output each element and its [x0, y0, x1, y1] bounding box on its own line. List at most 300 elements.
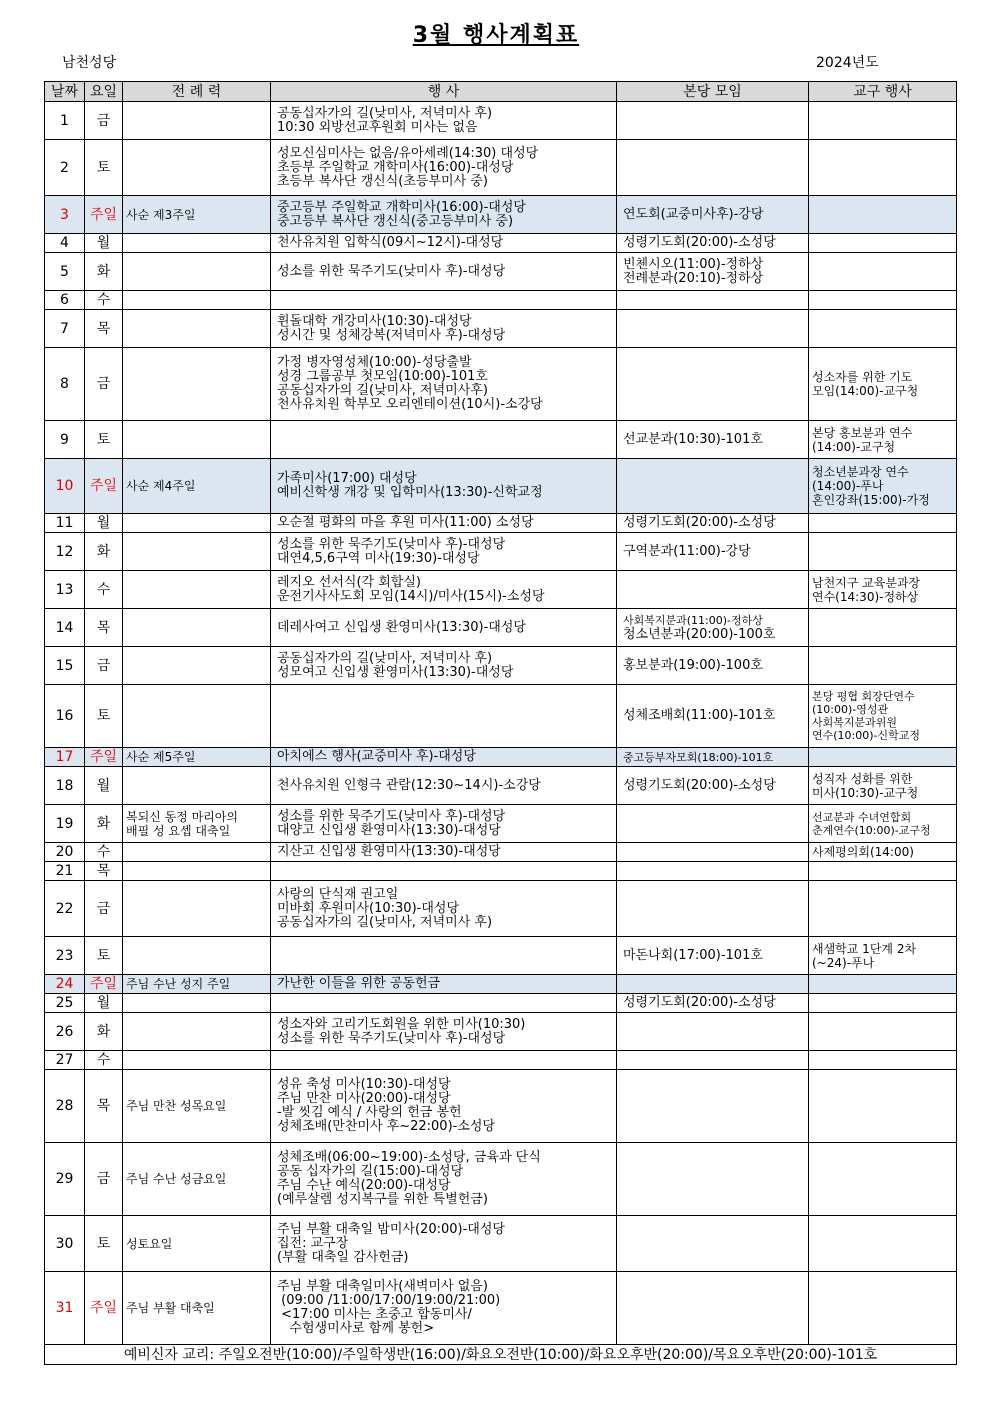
table-row — [45, 685, 957, 748]
events-cell-line: (09:00 /11:00/17:00/19:00/21:00) — [277, 1293, 501, 1308]
events-cell-line: 가정 병자영성체(10:00)-성당출발 — [277, 355, 472, 370]
parish-meeting-cell-line: 선교분과(10:30)-101호 — [623, 431, 763, 447]
events-cell-line: 공동십자가의 길(낮미사, 저녁미사후) — [277, 383, 488, 398]
liturgy-cell — [123, 421, 271, 459]
col-header-events: 행 사 — [271, 82, 617, 102]
diocese-event-cell — [809, 1216, 957, 1272]
events-cell-line: 운전기사사도회 모임(14시)/미사(15시)-소성당 — [277, 588, 545, 604]
date-cell: 10 — [45, 459, 85, 514]
weekday-cell: 토 — [85, 1216, 123, 1272]
liturgy-cell-line: 주님 수난 성지 주일 — [126, 977, 231, 991]
date-cell: 17 — [45, 748, 85, 767]
date-cell: 25 — [45, 994, 85, 1013]
events-cell — [271, 1143, 617, 1216]
parish-meeting-cell — [617, 805, 809, 843]
weekday-cell: 토 — [85, 140, 123, 196]
date-cell: 16 — [45, 685, 85, 748]
weekday-cell: 월 — [85, 514, 123, 533]
diocese-event-cell — [809, 767, 957, 805]
diocese-event-cell — [809, 140, 957, 196]
events-cell — [271, 862, 617, 881]
parish-name: 남천성당 — [62, 55, 117, 71]
events-cell-line: 10:30 외방선교후원회 미사는 없음 — [277, 119, 478, 135]
events-cell-line: 예비신학생 개강 및 입학미사(13:30)-신학교정 — [277, 485, 543, 500]
events-cell — [271, 1216, 617, 1272]
liturgy-cell — [123, 647, 271, 685]
table-row — [45, 459, 957, 514]
liturgy-cell — [123, 571, 271, 609]
events-cell — [271, 234, 617, 253]
liturgy-cell-line: 주님 부활 대축일 — [126, 1301, 215, 1315]
table-row — [45, 571, 957, 609]
events-cell-line: 주님 부활 대축일 밤미사(20:00)-대성당 — [277, 1221, 505, 1237]
table-row — [45, 310, 957, 348]
diocese-event-cell-line: 성소자를 위한 기도 — [812, 370, 913, 384]
parish-meeting-cell-line: 성체조배회(11:00)-101호 — [623, 708, 776, 723]
weekday-cell: 토 — [85, 937, 123, 975]
events-cell-line: 천사유치원 입학식(09시~12시)-대성당 — [277, 235, 504, 250]
liturgy-cell — [123, 459, 271, 514]
diocese-event-cell — [809, 421, 957, 459]
parish-meeting-cell — [617, 140, 809, 196]
catechumen-schedule: 예비신자 교리: 주일오전반(10:00)/주일학생반(16:00)/화요오전반(10:00)/화요오후반(20:00)/목요오후반(20:00)-101호 — [45, 1345, 957, 1365]
events-cell — [271, 196, 617, 234]
liturgy-cell — [123, 102, 271, 140]
diocese-event-cell-line: (14:00)-교구청 — [812, 439, 896, 454]
table-row — [45, 1013, 957, 1051]
liturgy-cell-line: 배필 성 요셉 대축일 — [126, 823, 231, 838]
table-row — [45, 862, 957, 881]
diocese-event-cell-line: 연수(10:00)-신학교정 — [812, 729, 921, 742]
events-cell — [271, 291, 617, 310]
diocese-event-cell — [809, 1051, 957, 1070]
table-row — [45, 1051, 957, 1070]
weekday-cell: 금 — [85, 1143, 123, 1216]
parish-meeting-cell — [617, 609, 809, 647]
events-cell-line: 대양고 신입생 환영미사(13:30)-대성당 — [277, 822, 501, 838]
events-cell-line: 주님 수난 예식(20:00)-대성당 — [277, 1178, 451, 1193]
liturgy-cell — [123, 253, 271, 291]
liturgy-cell — [123, 881, 271, 937]
liturgy-cell — [123, 140, 271, 196]
events-cell-line: 휜돌대학 개강미사(10:30)-대성당 — [277, 313, 472, 329]
table-row — [45, 1143, 957, 1216]
events-cell-line: 천사유치원 인형극 관람(12:30~14시)-소강당 — [277, 777, 541, 793]
liturgy-cell — [123, 862, 271, 881]
liturgy-cell — [123, 609, 271, 647]
parish-meeting-cell — [617, 1272, 809, 1345]
table-row — [45, 291, 957, 310]
table-row — [45, 1070, 957, 1143]
diocese-event-cell-line: 남천지구 교육분과장 — [812, 575, 921, 590]
parish-meeting-cell — [617, 647, 809, 685]
events-cell-line: (부활 대축일 감사헌금) — [277, 1249, 409, 1265]
parish-meeting-cell — [617, 291, 809, 310]
year-label: 2024년도 — [816, 55, 879, 71]
parish-meeting-cell-line: 마돈나회(17:00)-101호 — [623, 947, 763, 963]
col-header-date: 날짜 — [45, 82, 85, 102]
table-row — [45, 805, 957, 843]
parish-meeting-cell — [617, 685, 809, 748]
weekday-cell: 금 — [85, 881, 123, 937]
events-cell — [271, 533, 617, 571]
table-row — [45, 234, 957, 253]
col-header-parish-meetings: 본당 모임 — [617, 82, 809, 102]
diocese-event-cell-line: 혼인강좌(15:00)-가정 — [812, 493, 930, 507]
events-cell-line: 성소를 위한 묵주기도(낮미사 후)-대성당 — [277, 1030, 506, 1046]
diocese-event-cell — [809, 291, 957, 310]
events-cell-line: 지산고 신입생 환영미사(13:30)-대성당 — [277, 844, 501, 859]
table-row — [45, 767, 957, 805]
diocese-event-cell-line: 춘계연수(10:00)-교구청 — [812, 823, 931, 837]
diocese-event-cell-line: 성직자 성화를 위한 — [812, 771, 913, 786]
parish-meeting-cell — [617, 1013, 809, 1051]
date-cell: 2 — [45, 140, 85, 196]
weekday-cell: 토 — [85, 685, 123, 748]
liturgy-cell-line: 복되신 동정 마리아의 — [126, 809, 238, 824]
parish-meeting-cell-line: 성령기도회(20:00)-소성당 — [623, 777, 776, 793]
diocese-event-cell-line: 청소년분과장 연수 — [812, 465, 909, 479]
date-cell: 31 — [45, 1272, 85, 1345]
diocese-event-cell-line: 새샘학교 1단계 2차 — [812, 941, 917, 956]
events-cell-line: 성모여고 신입생 환영미사(13:30)-대성당 — [277, 664, 514, 680]
events-cell — [271, 647, 617, 685]
liturgy-cell — [123, 994, 271, 1013]
weekday-cell: 금 — [85, 102, 123, 140]
diocese-event-cell-line: (~24)-푸나 — [812, 955, 875, 970]
parish-meeting-cell — [617, 196, 809, 234]
events-cell — [271, 1272, 617, 1345]
schedule-table — [44, 81, 957, 1365]
diocese-event-cell — [809, 1143, 957, 1216]
parish-meeting-cell-line: 청소년분과(20:00)-100호 — [623, 626, 776, 642]
events-cell-line: 오순절 평화의 마을 후원 미사(11:00) 소성당 — [277, 515, 534, 530]
table-row — [45, 881, 957, 937]
diocese-event-cell — [809, 609, 957, 647]
table-row — [45, 609, 957, 647]
date-cell: 27 — [45, 1051, 85, 1070]
table-row — [45, 994, 957, 1013]
liturgy-cell — [123, 805, 271, 843]
events-cell-line: 성소를 위한 묵주기도(낮미사 후)-대성당 — [277, 536, 506, 552]
diocese-event-cell — [809, 234, 957, 253]
liturgy-cell — [123, 1272, 271, 1345]
date-cell: 15 — [45, 647, 85, 685]
date-cell: 20 — [45, 843, 85, 862]
table-row — [45, 140, 957, 196]
table-row — [45, 843, 957, 862]
events-cell — [271, 1051, 617, 1070]
weekday-cell: 주일 — [85, 1272, 123, 1345]
diocese-event-cell — [809, 937, 957, 975]
weekday-cell: 토 — [85, 421, 123, 459]
weekday-cell: 주일 — [85, 748, 123, 767]
parish-meeting-cell — [617, 843, 809, 862]
diocese-event-cell — [809, 685, 957, 748]
date-cell: 4 — [45, 234, 85, 253]
events-cell — [271, 514, 617, 533]
liturgy-cell — [123, 1216, 271, 1272]
liturgy-cell — [123, 1070, 271, 1143]
events-cell-line: 가난한 이들을 위한 공동헌금 — [277, 976, 441, 991]
date-cell: 21 — [45, 862, 85, 881]
diocese-event-cell-line: 사회복지분과위원 — [812, 716, 898, 729]
liturgy-cell — [123, 234, 271, 253]
date-cell: 30 — [45, 1216, 85, 1272]
date-cell: 24 — [45, 975, 85, 994]
diocese-event-cell — [809, 881, 957, 937]
table-row — [45, 975, 957, 994]
col-header-liturgy: 전 례 력 — [123, 82, 271, 102]
footer-row — [45, 1345, 957, 1365]
events-cell — [271, 140, 617, 196]
parish-meeting-cell — [617, 533, 809, 571]
diocese-event-cell-line: (10:00)-영성관 — [812, 703, 889, 716]
weekday-cell: 주일 — [85, 459, 123, 514]
events-cell — [271, 767, 617, 805]
diocese-event-cell — [809, 843, 957, 862]
liturgy-cell — [123, 843, 271, 862]
diocese-event-cell-line: 본당 홍보분과 연수 — [812, 425, 913, 440]
liturgy-cell — [123, 937, 271, 975]
parish-meeting-cell-line: 연도회(교중미사후)-강당 — [623, 206, 764, 222]
diocese-event-cell — [809, 514, 957, 533]
date-cell: 11 — [45, 514, 85, 533]
weekday-cell: 화 — [85, 805, 123, 843]
parish-meeting-cell — [617, 767, 809, 805]
events-cell-line: 성유 축성 미사(10:30)-대성당 — [277, 1077, 451, 1092]
weekday-cell: 주일 — [85, 975, 123, 994]
weekday-cell: 목 — [85, 1070, 123, 1143]
weekday-cell: 화 — [85, 253, 123, 291]
diocese-event-cell — [809, 1272, 957, 1345]
events-cell-line: 성모신심미사는 없음/유아세례(14:30) 대성당 — [277, 145, 539, 161]
events-cell-line: 가족미사(17:00) 대성당 — [277, 471, 417, 486]
weekday-cell: 수 — [85, 843, 123, 862]
date-cell: 28 — [45, 1070, 85, 1143]
events-cell — [271, 348, 617, 421]
liturgy-cell — [123, 348, 271, 421]
weekday-cell: 월 — [85, 234, 123, 253]
diocese-event-cell — [809, 459, 957, 514]
weekday-cell: 목 — [85, 609, 123, 647]
liturgy-cell-line: 성토요일 — [126, 1236, 173, 1251]
events-cell — [271, 994, 617, 1013]
date-cell: 8 — [45, 348, 85, 421]
table-row — [45, 647, 957, 685]
diocese-event-cell — [809, 348, 957, 421]
date-cell: 19 — [45, 805, 85, 843]
liturgy-cell — [123, 1013, 271, 1051]
parish-meeting-cell-line: 성령기도회(20:00)-소성당 — [623, 515, 776, 530]
events-cell — [271, 421, 617, 459]
events-cell-line: 공동 십자가의 길(15:00)-대성당 — [277, 1164, 464, 1179]
weekday-cell: 목 — [85, 862, 123, 881]
events-cell — [271, 102, 617, 140]
events-cell-line: 성소자와 고리기도회원을 위한 미사(10:30) — [277, 1016, 526, 1032]
date-cell: 1 — [45, 102, 85, 140]
table-row — [45, 253, 957, 291]
date-cell: 3 — [45, 196, 85, 234]
liturgy-cell — [123, 1143, 271, 1216]
liturgy-cell — [123, 196, 271, 234]
table-row — [45, 748, 957, 767]
events-cell — [271, 1070, 617, 1143]
parish-meeting-cell — [617, 421, 809, 459]
liturgy-cell — [123, 767, 271, 805]
diocese-event-cell — [809, 571, 957, 609]
weekday-cell: 수 — [85, 1051, 123, 1070]
table-row — [45, 1272, 957, 1345]
weekday-cell: 금 — [85, 348, 123, 421]
liturgy-cell — [123, 975, 271, 994]
table-row — [45, 533, 957, 571]
events-cell-line: 성체조배(06:00~19:00)-소성당, 금육과 단식 — [277, 1150, 541, 1165]
events-cell-line: 성경 그룹공부 첫모임(10:00)-101호 — [277, 369, 488, 384]
events-cell-line: 미바회 후원미사(10:30)-대성당 — [277, 900, 460, 916]
date-cell: 29 — [45, 1143, 85, 1216]
events-cell — [271, 685, 617, 748]
weekday-cell: 목 — [85, 310, 123, 348]
parish-meeting-cell — [617, 862, 809, 881]
parish-meeting-cell — [617, 937, 809, 975]
page-title: 3월 행사계획표 — [412, 23, 580, 48]
parish-meeting-cell — [617, 1051, 809, 1070]
date-cell: 22 — [45, 881, 85, 937]
parish-meeting-cell — [617, 975, 809, 994]
liturgy-cell — [123, 310, 271, 348]
events-cell-line: 공동십자가의 길(낮미사, 저녁미사 후) — [277, 650, 493, 666]
weekday-cell: 화 — [85, 533, 123, 571]
events-cell-line: 성소를 위한 묵주기도(낮미사 후)-대성당 — [277, 263, 506, 279]
liturgy-cell — [123, 291, 271, 310]
diocese-event-cell — [809, 253, 957, 291]
events-cell-line: 성시간 및 성체강복(저녁미사 후)-대성당 — [277, 327, 506, 343]
events-cell-line: 성체조배(만찬미사 후~22:00)-소성당 — [277, 1119, 496, 1134]
events-cell-line: <17:00 미사는 초중고 합동미사/ — [277, 1307, 472, 1322]
diocese-event-cell-line: 선교분과 수녀연합회 — [812, 810, 912, 824]
events-cell — [271, 253, 617, 291]
liturgy-cell — [123, 748, 271, 767]
events-cell — [271, 975, 617, 994]
table-row — [45, 421, 957, 459]
weekday-cell: 월 — [85, 767, 123, 805]
parish-meeting-cell — [617, 348, 809, 421]
diocese-event-cell — [809, 862, 957, 881]
parish-meeting-cell-line: 중고등부자모회(18:00)-101호 — [623, 750, 774, 764]
weekday-cell: 주일 — [85, 196, 123, 234]
liturgy-cell-line: 사순 제5주일 — [126, 750, 196, 764]
date-cell: 12 — [45, 533, 85, 571]
events-cell-line: 주님 부활 대축일미사(새벽미사 없음) — [277, 1279, 488, 1294]
diocese-event-cell-line: 사제평의회(14:00) — [812, 845, 914, 859]
events-cell — [271, 310, 617, 348]
events-cell — [271, 609, 617, 647]
diocese-event-cell-line: 미사(10:30)-교구청 — [812, 785, 919, 800]
events-cell-line: 대연4,5,6구역 미사(19:30)-대성당 — [277, 550, 480, 566]
diocese-event-cell — [809, 975, 957, 994]
events-cell-line: 수험생미사로 함께 봉헌> — [277, 1321, 435, 1336]
events-cell — [271, 881, 617, 937]
parish-meeting-cell-line: 성령기도회(20:00)-소성당 — [623, 235, 776, 250]
events-cell-line: (예루살렘 성지복구를 위한 특별헌금) — [277, 1192, 488, 1207]
events-cell — [271, 843, 617, 862]
table-row — [45, 348, 957, 421]
events-cell — [271, 805, 617, 843]
liturgy-cell — [123, 1051, 271, 1070]
events-cell-line: 성소를 위한 묵주기도(낮미사 후)-대성당 — [277, 808, 506, 824]
parish-meeting-cell — [617, 748, 809, 767]
diocese-event-cell-line: 본당 평협 회장단연수 — [812, 690, 915, 703]
events-cell-line: 주님 만찬 미사(20:00)-대성당 — [277, 1091, 451, 1106]
date-cell: 14 — [45, 609, 85, 647]
weekday-cell: 월 — [85, 994, 123, 1013]
events-cell — [271, 1013, 617, 1051]
parish-meeting-cell — [617, 459, 809, 514]
parish-meeting-cell-line: 구역분과(11:00)-강당 — [623, 543, 751, 559]
date-cell: 26 — [45, 1013, 85, 1051]
parish-meeting-cell — [617, 571, 809, 609]
diocese-event-cell — [809, 1070, 957, 1143]
table-row — [45, 196, 957, 234]
events-cell-line: 초등부 복사단 갱신식(초등부미사 중) — [277, 173, 488, 189]
diocese-event-cell — [809, 647, 957, 685]
parish-meeting-cell — [617, 1143, 809, 1216]
liturgy-cell — [123, 685, 271, 748]
events-cell-line: 아치에스 행사(교중미사 후)-대성당 — [277, 749, 476, 764]
weekday-cell: 금 — [85, 647, 123, 685]
events-cell-line: 공동십자가의 길(낮미사, 저녁미사 후) — [277, 105, 493, 121]
col-header-diocese-events: 교구 행사 — [809, 82, 957, 102]
weekday-cell: 수 — [85, 291, 123, 310]
table-row — [45, 1216, 957, 1272]
parish-meeting-cell-line: 전례분과(20:10)-정하상 — [623, 270, 764, 286]
events-cell-line: 초등부 주일학교 개학미사(16:00)-대성당 — [277, 159, 514, 175]
parish-meeting-cell-line: 성령기도회(20:00)-소성당 — [623, 995, 776, 1010]
parish-meeting-cell — [617, 514, 809, 533]
events-cell — [271, 459, 617, 514]
table-row — [45, 102, 957, 140]
date-cell: 7 — [45, 310, 85, 348]
events-cell-line: 공동십자가의 길(낮미사, 저녁미사 후) — [277, 914, 493, 930]
events-cell-line: 레지오 선서식(각 회합실) — [277, 574, 421, 590]
liturgy-cell — [123, 514, 271, 533]
parish-meeting-cell-line: 사회복지분과(11:00)-정하상 — [623, 613, 763, 627]
parish-meeting-cell — [617, 102, 809, 140]
parish-meeting-cell — [617, 881, 809, 937]
events-cell — [271, 937, 617, 975]
events-cell-line: 중고등부 주일학교 개학미사(16:00)-대성당 — [277, 199, 526, 215]
parish-meeting-cell — [617, 1216, 809, 1272]
diocese-event-cell — [809, 805, 957, 843]
diocese-event-cell — [809, 310, 957, 348]
diocese-event-cell — [809, 533, 957, 571]
diocese-event-cell — [809, 196, 957, 234]
parish-meeting-cell — [617, 994, 809, 1013]
weekday-cell: 수 — [85, 571, 123, 609]
liturgy-cell-line: 사순 제4주일 — [126, 479, 196, 493]
date-cell: 23 — [45, 937, 85, 975]
diocese-event-cell-line: 연수(14:30)-정하상 — [812, 589, 919, 604]
diocese-event-cell — [809, 994, 957, 1013]
liturgy-cell-line: 주님 수난 성금요일 — [126, 1172, 227, 1186]
date-cell: 18 — [45, 767, 85, 805]
parish-meeting-cell — [617, 253, 809, 291]
diocese-event-cell — [809, 748, 957, 767]
date-cell: 13 — [45, 571, 85, 609]
events-cell-line: -발 씻김 예식 / 사랑의 헌금 봉헌 — [277, 1105, 462, 1120]
liturgy-cell-line: 주님 만찬 성목요일 — [126, 1099, 227, 1113]
